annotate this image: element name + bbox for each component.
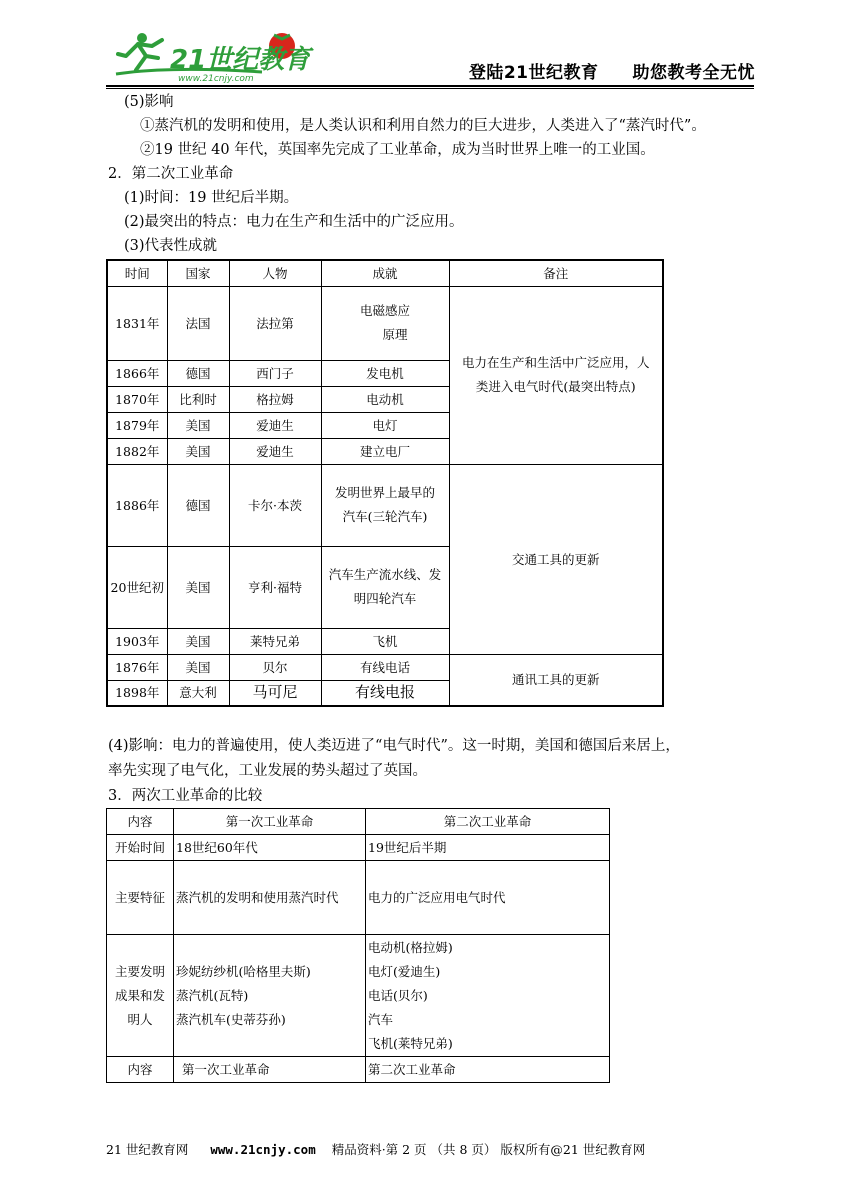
achievement-line: 电磁感应: [359, 303, 410, 318]
table-row: [107, 835, 610, 861]
table-header: 第一次工业革命: [174, 809, 366, 835]
table-header-row: [107, 260, 663, 286]
table-header: 人物: [229, 260, 321, 286]
cell-time: 1866年: [107, 360, 167, 386]
list-item: 珍妮纺纱机(哈格里夫斯): [176, 963, 311, 979]
header-divider-thin: [106, 88, 754, 89]
footer-page-info: 精品资料·第 2 页 （共 8 页） 版权所有@21 世纪教育网: [331, 1142, 646, 1157]
cell-country: 美国: [167, 628, 229, 654]
cell-first: 18世纪60年代: [174, 835, 366, 861]
label-line: 明人: [127, 1011, 153, 1027]
list-item: 电动机(格拉姆): [368, 939, 453, 955]
cell-achievement: 飞机: [321, 628, 449, 654]
cell-person: 爱迪生: [229, 412, 321, 438]
table-row: [107, 464, 663, 546]
cell-remark-comm: 通讯工具的更新: [449, 654, 663, 706]
cell-time: 1876年: [107, 654, 167, 680]
slogan-left: 登陆21世纪教育: [468, 63, 599, 83]
table-header: 内容: [107, 809, 174, 835]
footer-site-name: 21 世纪教育网: [106, 1142, 189, 1157]
section3-title: 3．两次工业革命的比较: [108, 788, 263, 804]
achievement-line: 明四轮汽车: [353, 591, 417, 606]
logo: [112, 26, 322, 86]
list-item: 电话(贝尔): [368, 987, 428, 1003]
logo-url: www.21cnjy.com: [178, 74, 254, 84]
cell-person: 西门子: [229, 360, 321, 386]
table-row: [107, 861, 610, 935]
label-line: 主要发明: [114, 963, 165, 979]
footer: [106, 1140, 645, 1158]
logo-text: 21世纪教育: [170, 45, 311, 75]
table-row: [107, 654, 663, 680]
section2-item4-line2: 率先实现了电气化，工业发展的势头超过了英国。: [108, 763, 427, 779]
list-item: 蒸汽机车(史蒂芬孙): [176, 1011, 286, 1027]
remark-line: 电力在生产和生活中广泛应用，人: [461, 355, 650, 370]
footer-site-url: www.21cnjy.com: [210, 1142, 316, 1157]
section2-item1: (1)时间：19 世纪后半期。: [124, 190, 299, 206]
cell-country: 意大利: [167, 680, 229, 706]
remark-line: 类进入电气时代(最突出特点): [475, 379, 636, 394]
cell-second: [366, 935, 610, 1057]
cell-achievement: 有线电报: [321, 680, 449, 706]
cell-person: 亨利·福特: [229, 546, 321, 628]
slogan-right: 助您教考全无忧: [632, 63, 755, 83]
row-label: 主要特征: [107, 861, 174, 935]
row-label: 开始时间: [107, 835, 174, 861]
comparison-table: [106, 808, 610, 1083]
cell-achievement: 建立电厂: [321, 438, 449, 464]
cell-remark-electric: [449, 286, 663, 464]
cell-first: 第一次工业革命: [174, 1057, 366, 1083]
achievement-line: 汽车生产流水线、发: [328, 567, 442, 582]
cell-time: 1870年: [107, 386, 167, 412]
row-label: [107, 935, 174, 1057]
table-row: [107, 1057, 610, 1083]
cell-country: 美国: [167, 412, 229, 438]
list-item: 电灯(爱迪生): [368, 963, 441, 979]
cell-country: 美国: [167, 546, 229, 628]
cell-person: 格拉姆: [229, 386, 321, 412]
achievement-line: 汽车(三轮汽车): [342, 509, 428, 524]
cell-achievement: 有线电话: [321, 654, 449, 680]
cell-person: 贝尔: [229, 654, 321, 680]
cell-achievement: [321, 464, 449, 546]
table-row: [107, 286, 663, 360]
achievement-line: 发明世界上最早的: [334, 485, 435, 500]
list-item: 蒸汽机(瓦特): [176, 987, 249, 1003]
cell-person: 莱特兄弟: [229, 628, 321, 654]
list-item: 飞机(莱特兄弟): [368, 1035, 453, 1051]
table-header-row: [107, 809, 610, 835]
table-header: 国家: [167, 260, 229, 286]
cell-person: 法拉第: [229, 286, 321, 360]
item5-paragraph-1: ①蒸汽机的发明和使用，是人类认识和利用自然力的巨大进步，人类进入了“蒸汽时代”。: [140, 118, 706, 134]
cell-country: 美国: [167, 654, 229, 680]
table-header: 时间: [107, 260, 167, 286]
cell-remark-transport: 交通工具的更新: [449, 464, 663, 654]
section2-title: 2．第二次工业革命: [108, 166, 234, 182]
cell-achievement: [321, 546, 449, 628]
header-slogan: [469, 58, 755, 83]
section2-item3: (3)代表性成就: [124, 238, 218, 254]
cell-time: 1879年: [107, 412, 167, 438]
row-label: 内容: [107, 1057, 174, 1083]
table-header: 备注: [449, 260, 663, 286]
cell-second: 19世纪后半期: [366, 835, 610, 861]
achievement-line: 原理: [382, 327, 408, 342]
cell-country: 德国: [167, 360, 229, 386]
list-item: 汽车: [368, 1011, 394, 1027]
table-row: [107, 935, 610, 1057]
cell-time: 1886年: [107, 464, 167, 546]
cell-achievement: 发电机: [321, 360, 449, 386]
cell-first: 蒸汽机的发明和使用蒸汽时代: [174, 861, 366, 935]
item5-paragraph-2: ②19 世纪 40 年代，英国率先完成了工业革命，成为当时世界上唯一的工业国。: [140, 142, 655, 158]
cell-person: 马可尼: [229, 680, 321, 706]
section2-item2: (2)最突出的特点：电力在生产和生活中的广泛应用。: [124, 214, 464, 230]
cell-second: 第二次工业革命: [366, 1057, 610, 1083]
cell-achievement: 电灯: [321, 412, 449, 438]
section2-item4-line1: (4)影响：电力的普遍使用，使人类迈进了“电气时代”。这一时期，美国和德国后来居上，: [108, 738, 680, 754]
label-line: 成果和发: [114, 987, 165, 1003]
cell-achievement: 电动机: [321, 386, 449, 412]
cell-time: 20世纪初: [107, 546, 167, 628]
cell-first: [174, 935, 366, 1057]
cell-country: 法国: [167, 286, 229, 360]
achievements-table: [106, 259, 664, 707]
table-header: 第二次工业革命: [366, 809, 610, 835]
cell-time: 1898年: [107, 680, 167, 706]
cell-time: 1831年: [107, 286, 167, 360]
cell-person: 爱迪生: [229, 438, 321, 464]
cell-country: 美国: [167, 438, 229, 464]
header-divider: [106, 85, 754, 87]
cell-country: 比利时: [167, 386, 229, 412]
cell-achievement: [321, 286, 449, 360]
item5-title: (5)影响: [124, 94, 174, 110]
cell-country: 德国: [167, 464, 229, 546]
cell-time: 1903年: [107, 628, 167, 654]
cell-person: 卡尔·本茨: [229, 464, 321, 546]
cell-second: 电力的广泛应用电气时代: [366, 861, 610, 935]
table-header: 成就: [321, 260, 449, 286]
cell-time: 1882年: [107, 438, 167, 464]
